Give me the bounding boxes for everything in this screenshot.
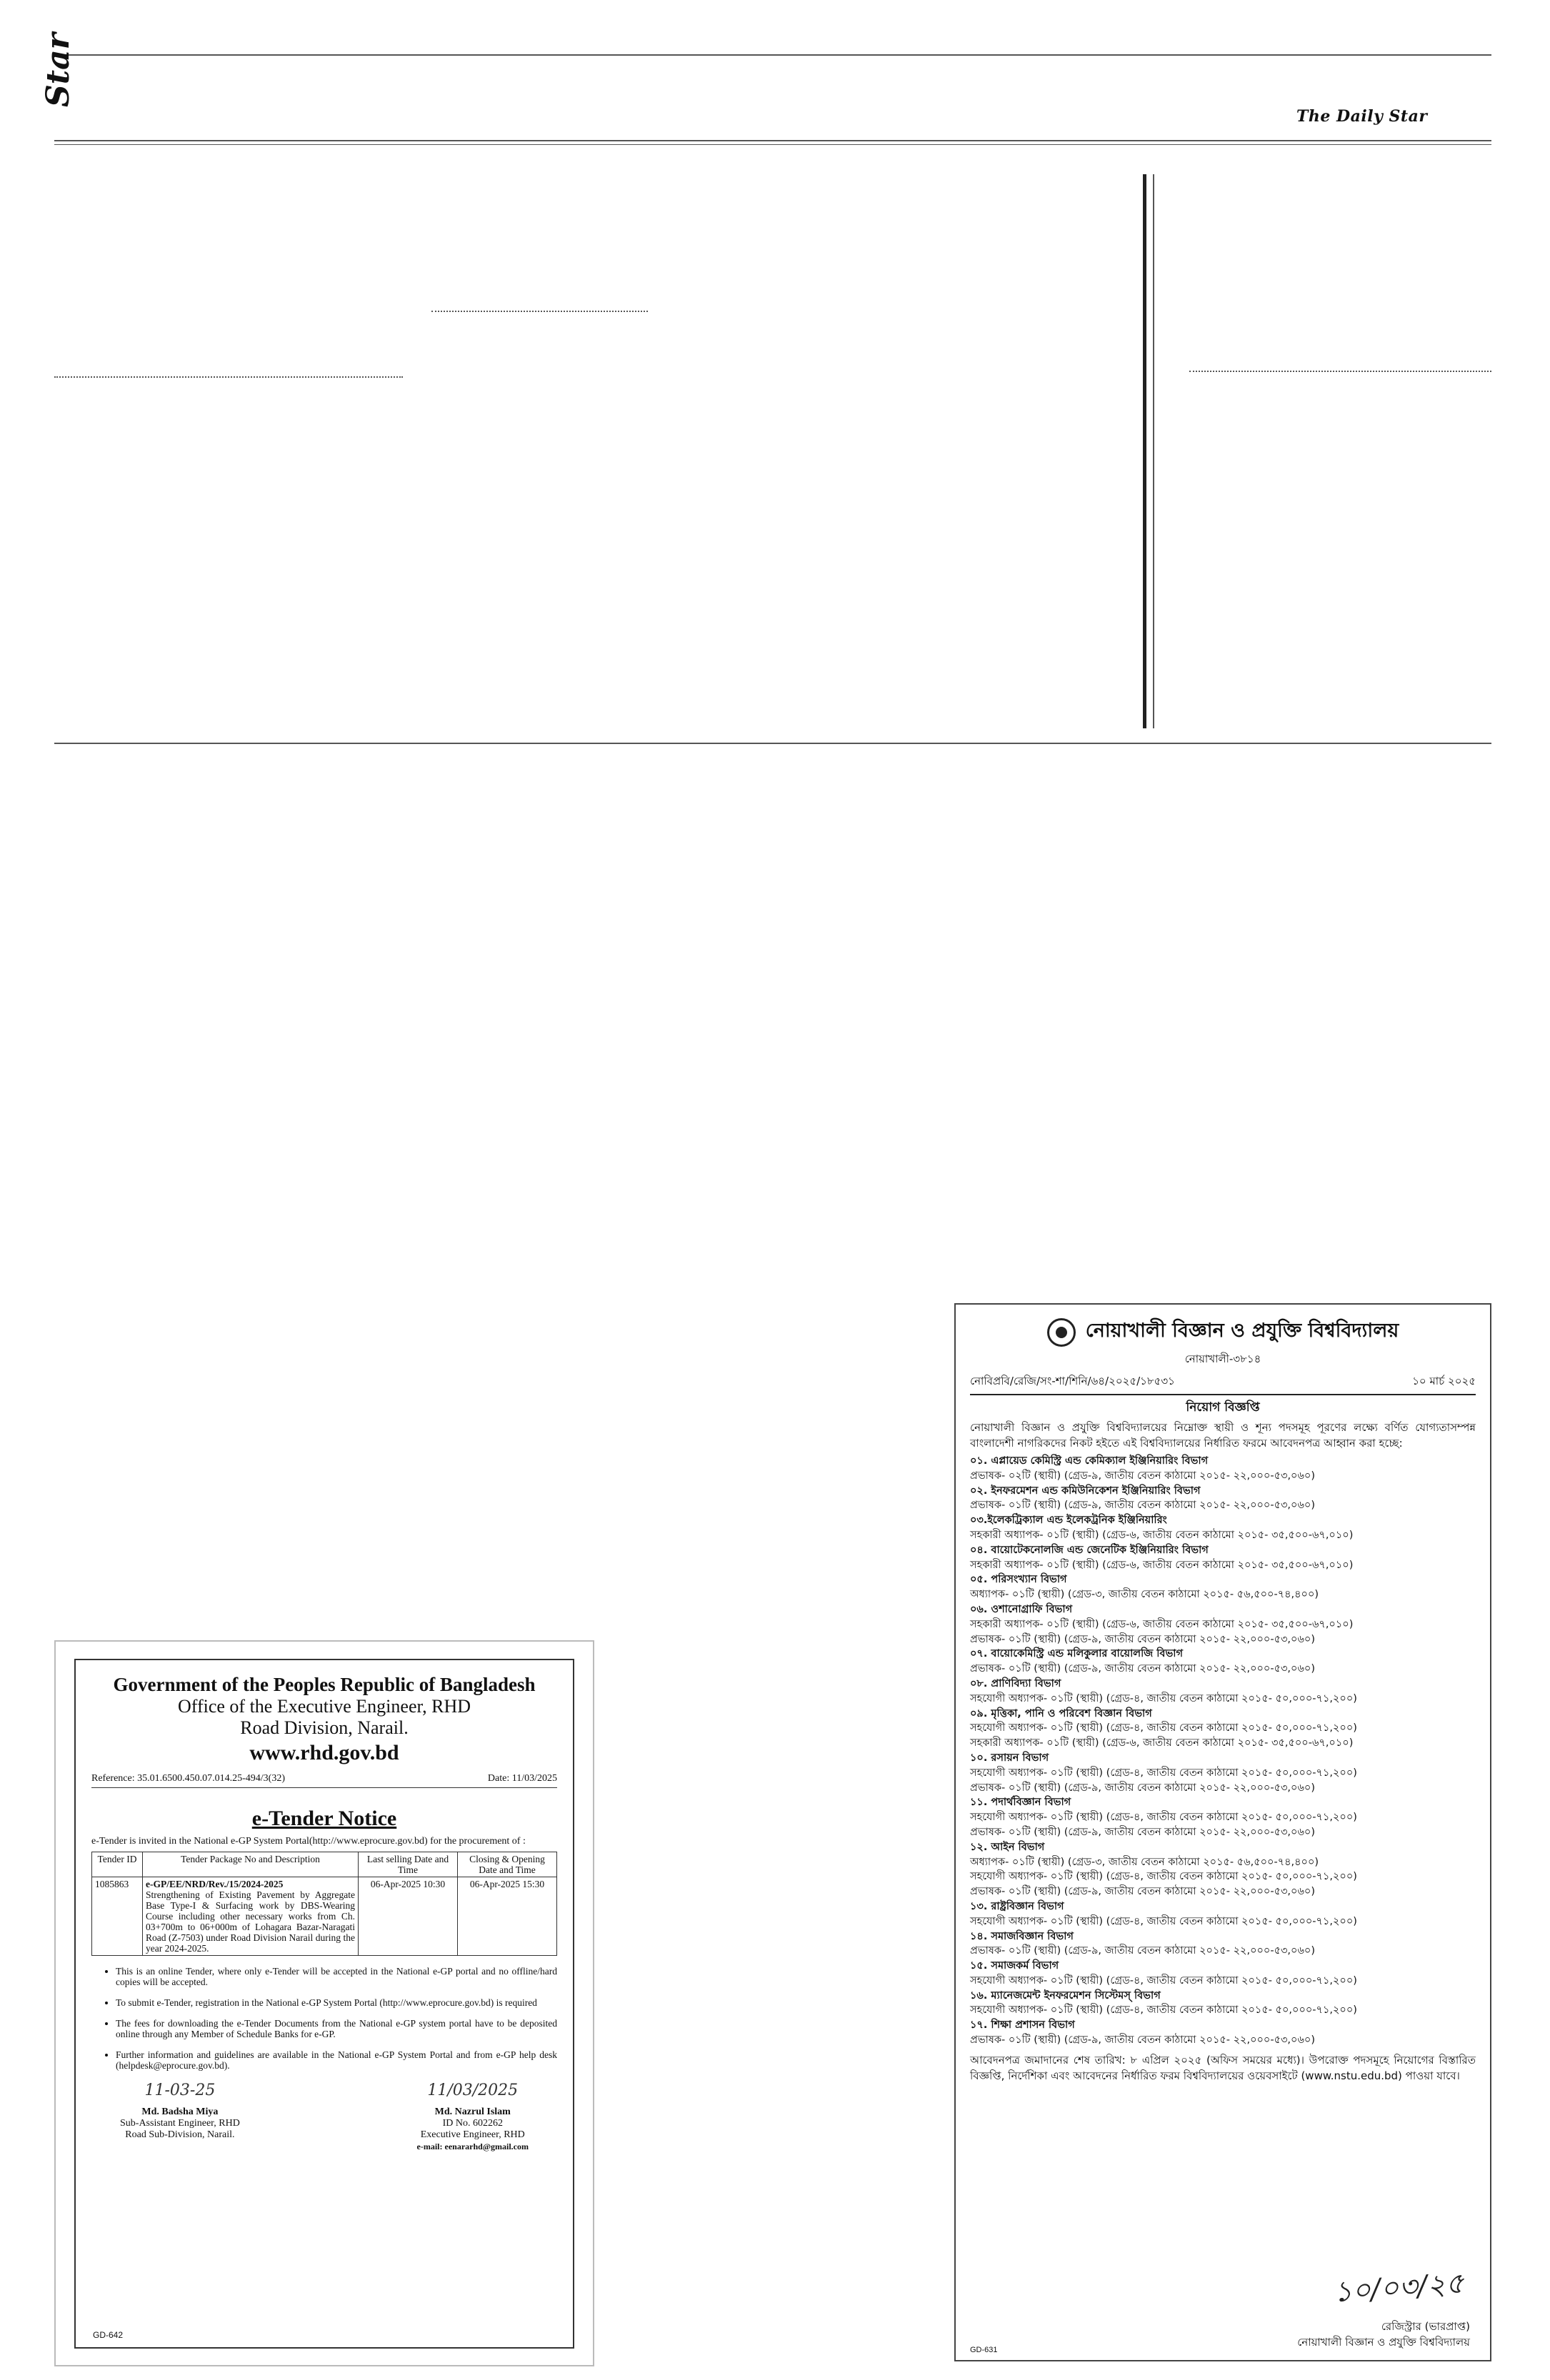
signature-block: [91, 2082, 557, 2152]
ad-header: [970, 1316, 1476, 1348]
notice-bullets: [91, 1966, 557, 2071]
division-heading: Road Division, Narail.: [240, 1717, 409, 1738]
bullet-item: • To submit e-Tender, registration in the National e-GP System Portal (http://www.eprocure.gov.bd) is required: [116, 1997, 557, 2008]
table-header: [92, 1852, 557, 1877]
ad-code: GD-631: [970, 2346, 998, 2354]
col-header: Tender ID: [92, 1852, 143, 1877]
university-name: নোয়াখালী বিজ্ঞান ও প্রযুক্তি বিশ্ববিদ্যালয়: [1085, 1320, 1399, 1342]
paper-name: The Daily Star: [1296, 107, 1428, 126]
bullet-item: • This is an online Tender, where only e-Tender will be accepted in the National e-GP portal and no offline/hard copies will be accepted.: [116, 1966, 557, 1987]
department-heading: ০২. ইনফরমেশন এন্ড কমিউনিকেশন ইঞ্জিনিয়ারিং বিভাগ: [970, 1485, 1201, 1497]
tender-package: [143, 1877, 359, 1956]
department-heading: ০৪. বায়োটেকনোলজি এন্ড জেনেটিক ইঞ্জিনিয়ারিং বিভাগ: [970, 1544, 1209, 1556]
post-line: সহযোগী অধ্যাপক- ০১টি (স্থায়ী) (গ্রেড-৪, জাতীয় বেতন কাঠামো ২০১৫- ৫০,০০০-৭১,২০০): [970, 1722, 1357, 1734]
department-list: [970, 1454, 1476, 2048]
department-heading: ০৫. পরিসংখ্যান বিভাগ: [970, 1574, 1067, 1586]
signatory-title: Executive Engineer, RHD: [420, 2129, 525, 2140]
closing-date: 06-Apr-2025 15:30: [458, 1877, 557, 1956]
memo-no: নোবিপ্রবি/রেজি/সং-শা/শিনি/৬৪/২০২৫/১৮৫৩১: [970, 1375, 1175, 1387]
tender-table: [91, 1852, 557, 1956]
signatory-1: [120, 2082, 240, 2152]
registrar-signature: ১০/০৩/২৫: [1332, 2266, 1466, 2309]
signatory-email: e-mail: eenararhd@gmail.com: [416, 2142, 529, 2151]
post-line: সহযোগী অধ্যাপক- ০১টি (স্থায়ী) (গ্রেড-৪, জাতীয় বেতন কাঠামো ২০১৫- ৫০,০০০-৭১,২০০): [970, 1974, 1357, 1987]
post-line: সহযোগী অধ্যাপক- ০১টি (স্থায়ী) (গ্রেড-৪, জাতীয় বেতন কাঠামো ২০১৫- ৫০,০০০-৭১,২০০): [970, 2004, 1357, 2017]
reference-no: Reference: 35.01.6500.450.07.014.25-494/3(32): [91, 1773, 285, 1784]
column-rule: [1143, 174, 1146, 728]
signatory-name: Md. Nazrul Islam: [434, 2107, 511, 2117]
post-line: প্রভাষক- ০২টি (স্থায়ী) (গ্রেড-৯, জাতীয় বেতন কাঠামো ২০১৫- ২২,০০০-৫৩,০৬০): [970, 1470, 1316, 1482]
dotted-separator: [1189, 371, 1491, 372]
registrar-org: নোয়াখালী বিজ্ঞান ও প্রযুক্তি বিশ্ববিদ্যালয়: [1297, 2336, 1470, 2349]
notice-title: নিয়োগ বিজ্ঞপ্তি: [1186, 1400, 1260, 1415]
header-rule-thin: [54, 144, 1491, 145]
header-rule: [54, 140, 1491, 141]
post-line: অধ্যাপক- ০১টি (স্থায়ী) (গ্রেড-৩, জাতীয় বেতন কাঠামো ২০১৫- ৫৬,৫০০-৭৪,৪০০): [970, 1589, 1319, 1601]
notice-intro: e-Tender is invited in the National e-GP System Portal(http://www.eprocure.gov.bd) for the procurement of :: [91, 1836, 526, 1847]
website-heading: www.rhd.gov.bd: [249, 1741, 399, 1764]
department-heading: ১৫. সমাজকর্ম বিভাগ: [970, 1960, 1059, 1972]
dotted-separator: [431, 311, 648, 312]
department-heading: ০৭. বায়োকেমিস্ট্রি এন্ড মলিকুলার বায়োলজি বিভাগ: [970, 1648, 1184, 1660]
section-rule: [54, 743, 1491, 744]
table-row: [92, 1877, 557, 1956]
notice-title: e-Tender Notice: [251, 1807, 397, 1830]
department-heading: ১০. রসায়ন বিভাগ: [970, 1752, 1049, 1764]
signature-1: 11-03-25: [144, 2082, 216, 2099]
gov-heading: Government of the Peoples Republic of Bangladesh: [113, 1674, 536, 1695]
post-line: প্রভাষক- ০১টি (স্থায়ী) (গ্রেড-৯, জাতীয় বেতন কাঠামো ২০১৫- ২২,০০০-৫৩,০৬০): [970, 1663, 1315, 1675]
post-line: প্রভাষক- ০১টি (স্থায়ী) (গ্রেড-৯, জাতীয় বেতন কাঠামো ২০১৫- ২২,০০০-৫৩,০৬০): [970, 2034, 1315, 2047]
tender-id: 1085863: [92, 1877, 143, 1956]
memo-date: ১০ মার্চ ২০২৫: [1412, 1375, 1476, 1387]
registrar-title: রেজিস্ট্রার (ভারপ্রাপ্ত): [1381, 2320, 1470, 2333]
registrar-block: [1297, 2319, 1470, 2350]
post-line: প্রভাষক- ০১টি (স্থায়ী) (গ্রেড-৯, জাতীয় বেতন কাঠামো ২০১৫- ২২,০০০-৫৩,০৬০): [970, 1886, 1315, 1898]
department-heading: ১১. পদার্থবিজ্ঞান বিভাগ: [970, 1797, 1071, 1809]
post-line: সহকারী অধ্যাপক- ০১টি (স্থায়ী) (গ্রেড-৬, জাতীয় বেতন কাঠামো ২০১৫- ৩৫,৫০০-৬৭,০১০): [970, 1737, 1354, 1749]
reference-line: [91, 1773, 557, 1788]
post-line: সহকারী অধ্যাপক- ০১টি (স্থায়ী) (গ্রেড-৬, জাতীয় বেতন কাঠামো ২০১৫- ৩৫,৫০০-৬৭,০১০): [970, 1529, 1354, 1541]
department-heading: ১৪. সমাজবিজ্ঞান বিভাগ: [970, 1930, 1074, 1942]
ad-code: GD-642: [93, 2330, 124, 2340]
signatory-id: ID No. 602262: [442, 2118, 503, 2129]
department-heading: ০১. এপ্লায়েড কেমিস্ট্রি এন্ড কেমিক্যাল ইঞ্জিনিয়ারিং বিভাগ: [970, 1455, 1209, 1467]
post-line: প্রভাষক- ০১টি (স্থায়ী) (গ্রেড-৯, জাতীয় বেতন কাঠামো ২০১৫- ২২,০০০-৫৩,০৬০): [970, 1826, 1315, 1838]
post-line: প্রভাষক- ০১টি (স্থায়ী) (গ্রেড-৯, জাতীয় বেতন কাঠামো ২০১৫- ২২,০০০-৫৩,০৬০): [970, 1782, 1315, 1794]
memo-line: [970, 1373, 1476, 1395]
reference-date: Date: 11/03/2025: [487, 1773, 557, 1784]
dotted-separator: [54, 376, 403, 378]
post-line: সহকারী অধ্যাপক- ০১টি (স্থায়ী) (গ্রেড-৬, জাতীয় বেতন কাঠামো ২০১৫- ৩৫,৫০০-৬৭,০১০): [970, 1559, 1354, 1571]
signatory-title: Sub-Assistant Engineer, RHD: [120, 2118, 240, 2129]
post-line: সহযোগী অধ্যাপক- ০১টি (স্থায়ী) (গ্রেড-৪, জাতীয় বেতন কাঠামো ২০১৫- ৫০,০০০-৭১,২০০): [970, 1767, 1357, 1779]
post-line: সহযোগী অধ্যাপক- ০১টি (স্থায়ী) (গ্রেড-৪, জাতীয় বেতন কাঠামো ২০১৫- ৫০,০০০-৭১,২০০): [970, 1915, 1357, 1927]
bullet-item: • The fees for downloading the e-Tender Documents from the National e-GP system portal have to be deposited online through any Member of Schedule Banks for e-GP.: [116, 2018, 557, 2039]
selling-date: 06-Apr-2025 10:30: [359, 1877, 458, 1956]
star-logo: Star: [40, 33, 76, 107]
column-rule-thin: [1153, 174, 1154, 728]
office-heading: Office of the Executive Engineer, RHD: [178, 1696, 471, 1717]
department-heading: ০৮. প্রাণিবিদ্যা বিভাগ: [970, 1677, 1061, 1689]
post-line: অধ্যাপক- ০১টি (স্থায়ী) (গ্রেড-৩, জাতীয় বেতন কাঠামো ২০১৫- ৫৬,৫০০-৭৪,৪০০): [970, 1856, 1319, 1868]
signature-2: 11/03/2025: [427, 2082, 519, 2099]
col-header: Closing & Opening Date and Time: [458, 1852, 557, 1877]
package-description: Strengthening of Existing Pavement by Aggregate Base Type-I & Surfacing work by DBS-Wearing Course including other necessary works from Ch. 03+700m to 06+000m of Lohagara Bazar-Naragati Road (Z-7503) under Road Division Narail during the year 2024-2025.: [146, 1889, 355, 1954]
notice-intro: নোয়াখালী বিজ্ঞান ও প্রযুক্তি বিশ্ববিদ্যালয়ের নিম্নোক্ত স্থায়ী ও শূন্য পদসমূহ পূরণের লক্ষ্যে বর্ণিত যোগ্যতাসম্পন্ন বাংলাদেশী নাগরিকদের নিকট হইতে এই বিশ্ববিদ্যালয়ের নির্ধারিত ফরমে আবেদনপত্র আহ্বান করা হচ্ছে:: [970, 1421, 1476, 1450]
post-line: প্রভাষক- ০১টি (স্থায়ী) (গ্রেড-৯, জাতীয় বেতন কাঠামো ২০১৫- ২২,০০০-৫৩,০৬০): [970, 1945, 1315, 1957]
notice-footer: আবেদনপত্র জমাদানের শেষ তারিখ: ৮ এপ্রিল ২০২৫ (অফিস সময়ের মধ্যে)। উপরোক্ত পদসমূহে নিয়োগের বিস্তারিত বিজ্ঞপ্তি, নির্দেশিকা এবং আবেদনের নির্ধারিত ফরম বিশ্ববিদ্যালয়ের ওয়েবসাইটে (www.nstu.edu.bd) পাওয়া যাবে।: [970, 2053, 1476, 2082]
nstu-ad: [954, 1303, 1491, 2361]
department-heading: ১৩. রাষ্ট্রবিজ্ঞান বিভাগ: [970, 1900, 1064, 1912]
department-heading: ০৩.ইলেকট্রিক্যাল এন্ড ইলেকট্রনিক ইঞ্জিনিয়ারিং: [970, 1515, 1167, 1527]
post-line: প্রভাষক- ০১টি (স্থায়ী) (গ্রেড-৯, জাতীয় বেতন কাঠামো ২০১৫- ২২,০০০-৫৩,০৬০): [970, 1500, 1315, 1512]
post-line: প্রভাষক- ০১টি (স্থায়ী) (গ্রেড-৯, জাতীয় বেতন কাঠামো ২০১৫- ২২,০০০-৫৩,০৬০): [970, 1633, 1315, 1645]
signatory-name: Md. Badsha Miya: [141, 2107, 219, 2117]
department-heading: ১৬. ম্যানেজমেন্ট ইনফরমেশন সিস্টেমস্‌ বিভাগ: [970, 1989, 1161, 2002]
post-line: সহযোগী অধ্যাপক- ০১টি (স্থায়ী) (গ্রেড-৪, জাতীয় বেতন কাঠামো ২০১৫- ৫০,০০০-৭১,২০০): [970, 1812, 1357, 1824]
university-address: নোয়াখালী-৩৮১৪: [1184, 1352, 1261, 1365]
package-no: e-GP/EE/NRD/Rev./15/2024-2025: [146, 1879, 284, 1889]
post-line: সহকারী অধ্যাপক- ০১টি (স্থায়ী) (গ্রেড-৬, জাতীয় বেতন কাঠামো ২০১৫- ৩৫,৫০০-৬৭,০১০): [970, 1618, 1354, 1630]
top-rule: [54, 54, 1491, 56]
post-line: সহযোগী অধ্যাপক- ০১টি (স্থায়ী) (গ্রেড-৪, জাতীয় বেতন কাঠামো ২০১৫- ৫০,০০০-৭১,২০০): [970, 1692, 1357, 1704]
department-heading: ০৯. মৃত্তিকা, পানি ও পরিবেশ বিজ্ঞান বিভাগ: [970, 1707, 1152, 1719]
signatory-office: Road Sub-Division, Narail.: [125, 2129, 235, 2140]
department-heading: ১২. আইন বিভাগ: [970, 1841, 1045, 1853]
bullet-item: • Further information and guidelines are available in the National e-GP System Portal and from e-GP help desk (helpdesk@eprocure.gov.bd).: [116, 2049, 557, 2071]
col-header: Tender Package No and Description: [143, 1852, 359, 1877]
tender-ad: [74, 1659, 574, 2349]
department-heading: ০৬. ওশানোগ্রাফি বিভাগ: [970, 1603, 1073, 1615]
department-heading: ১৭. শিক্ষা প্রশাসন বিভাগ: [970, 2019, 1075, 2032]
signatory-2: [416, 2082, 529, 2152]
university-seal-icon: [1047, 1318, 1076, 1347]
post-line: সহযোগী অধ্যাপক- ০১টি (স্থায়ী) (গ্রেড-৪, জাতীয় বেতন কাঠামো ২০১৫- ৫০,০০০-৭১,২০০): [970, 1871, 1357, 1883]
col-header: Last selling Date and Time: [359, 1852, 458, 1877]
